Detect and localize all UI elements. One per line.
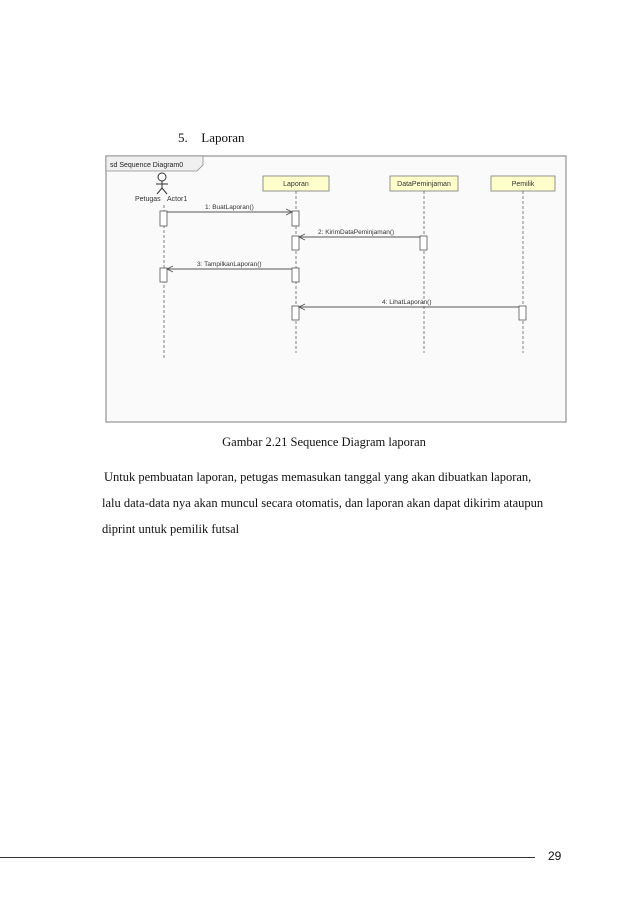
message-label-1: 1: BuatLaporan() (205, 204, 254, 211)
message-label-2: 2: KirimDataPeminjaman() (318, 229, 395, 236)
message-label-4: 4: LihatLaporan() (382, 299, 432, 306)
figure-caption: Gambar 2.21 Sequence Diagram laporan (222, 435, 426, 449)
footer-rule (0, 857, 535, 858)
actor-name: Petugas (135, 196, 161, 203)
lifeline-label-laporan: Laporan (283, 181, 309, 188)
page-number: 29 (548, 849, 562, 863)
frame-label: sd Sequence Diagram0 (110, 162, 184, 169)
activation-laporan-4 (292, 306, 299, 320)
lifeline-label-datapeminjaman: DataPeminjaman (397, 181, 451, 188)
activation-laporan-1 (292, 211, 299, 226)
activation-actor-1 (160, 211, 167, 226)
activation-actor-2 (160, 268, 167, 282)
sequence-diagram (105, 155, 567, 423)
paragraph-line-1: Untuk pembuatan laporan, petugas memasukan tanggal yang akan dibuatkan laporan, (104, 470, 532, 484)
actor-alias: Actor1 (167, 196, 188, 203)
paragraph-line-2: lalu data-data nya akan muncul secara otomatis, dan laporan akan dapat dikirim ataupun (102, 496, 544, 510)
sequence-diagram-figure (105, 155, 567, 423)
section-title: Laporan (201, 130, 245, 145)
activation-pemilik-1 (519, 306, 526, 320)
section-number: 5. (178, 130, 188, 145)
paragraph-line-3: diprint untuk pemilik futsal (102, 522, 240, 536)
activation-datapeminjaman-1 (420, 236, 427, 250)
activation-laporan-2 (292, 236, 299, 250)
message-label-3: 3: TampilkanLaporan() (197, 261, 262, 268)
section-heading (178, 130, 245, 146)
activation-laporan-3 (292, 268, 299, 282)
lifeline-label-pemilik: Pemilik (511, 181, 535, 188)
